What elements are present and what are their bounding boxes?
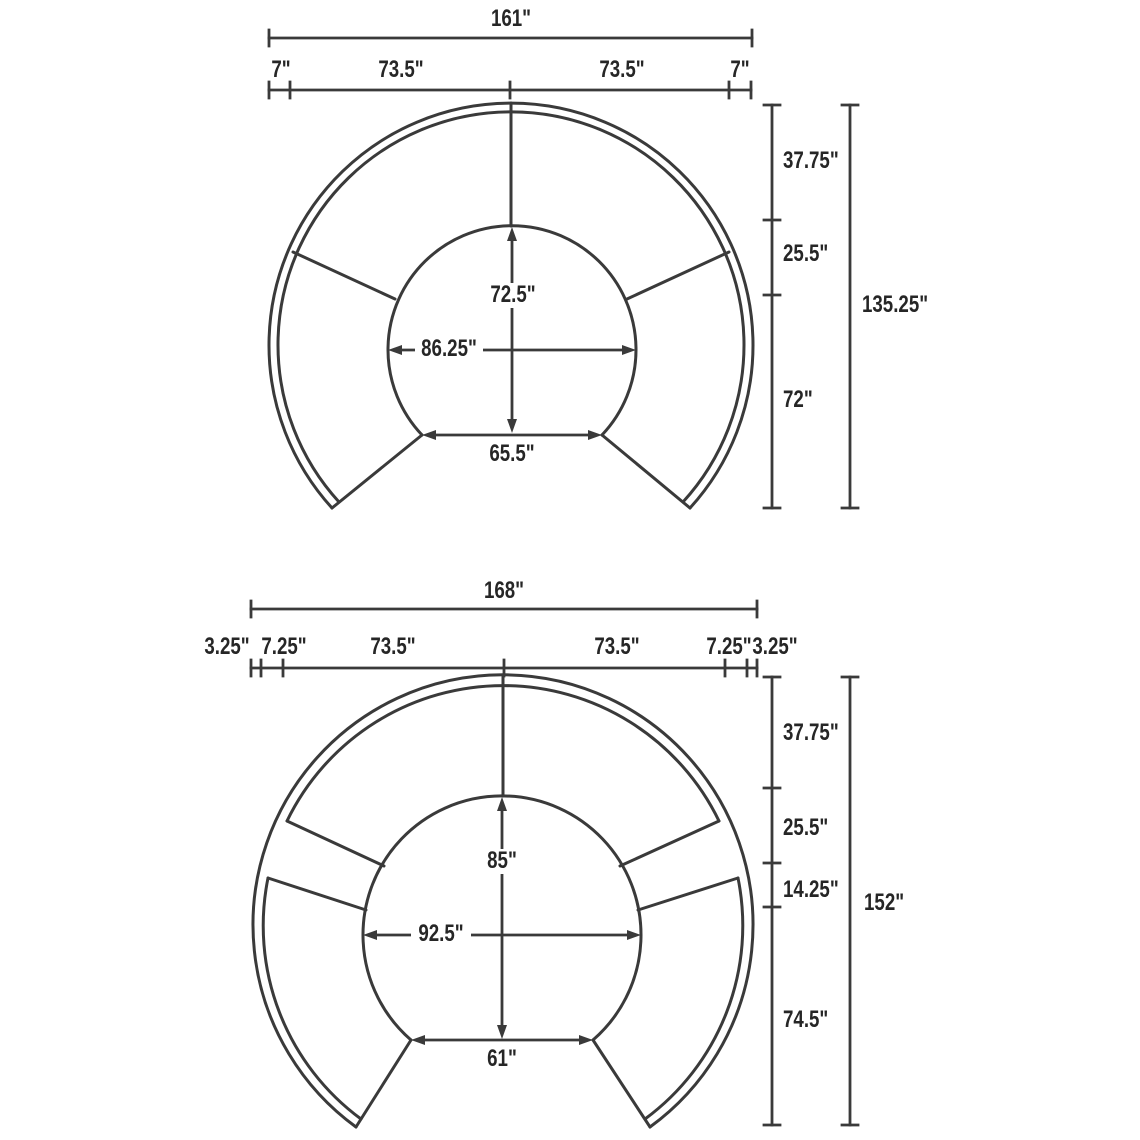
height-segment-label: 14.25" [783, 876, 839, 903]
segment-label: 73.5" [378, 56, 424, 83]
segment-label: 7" [730, 56, 750, 83]
height-segment-label: 72" [783, 386, 813, 413]
top-width-segments-dimension [269, 56, 751, 98]
height-segment-label: 25.5" [783, 814, 829, 841]
overall-height-label: 152" [864, 889, 905, 916]
segment-label: 7.25" [261, 633, 307, 660]
bottom-interior-dimensions [363, 797, 641, 1072]
seat-depth-label: 85" [487, 847, 517, 874]
top-height-dimensions [764, 105, 928, 508]
height-segment-label: 25.5" [783, 240, 829, 267]
segment-label: 3.25" [752, 633, 798, 660]
bottom-diagram [204, 577, 904, 1127]
bottom-height-dimensions [764, 677, 904, 1125]
segment-label: 73.5" [599, 56, 645, 83]
segment-label: 3.25" [204, 633, 250, 660]
seat-diameter-label: 92.5" [418, 920, 464, 947]
segment-label: 73.5" [370, 633, 416, 660]
height-segment-label: 37.75" [783, 719, 839, 746]
bottom-overall-width-dimension [251, 577, 757, 617]
opening-width-label: 61" [487, 1045, 517, 1072]
overall-height-label: 135.25" [862, 291, 929, 318]
height-segment-label: 37.75" [783, 147, 839, 174]
overall-width-label: 161" [490, 5, 532, 32]
seat-diameter-label: 86.25" [421, 335, 477, 362]
segment-label: 7" [271, 56, 291, 83]
overall-width-label: 168" [483, 577, 525, 604]
top-diagram [269, 5, 928, 508]
height-segment-label: 74.5" [783, 1006, 829, 1033]
segment-label: 73.5" [594, 633, 640, 660]
segment-label: 7.25" [706, 633, 752, 660]
seat-depth-label: 72.5" [490, 281, 536, 308]
bottom-width-segments-dimension [204, 633, 797, 676]
top-overall-width-dimension [269, 5, 752, 46]
opening-width-label: 65.5" [489, 440, 535, 467]
